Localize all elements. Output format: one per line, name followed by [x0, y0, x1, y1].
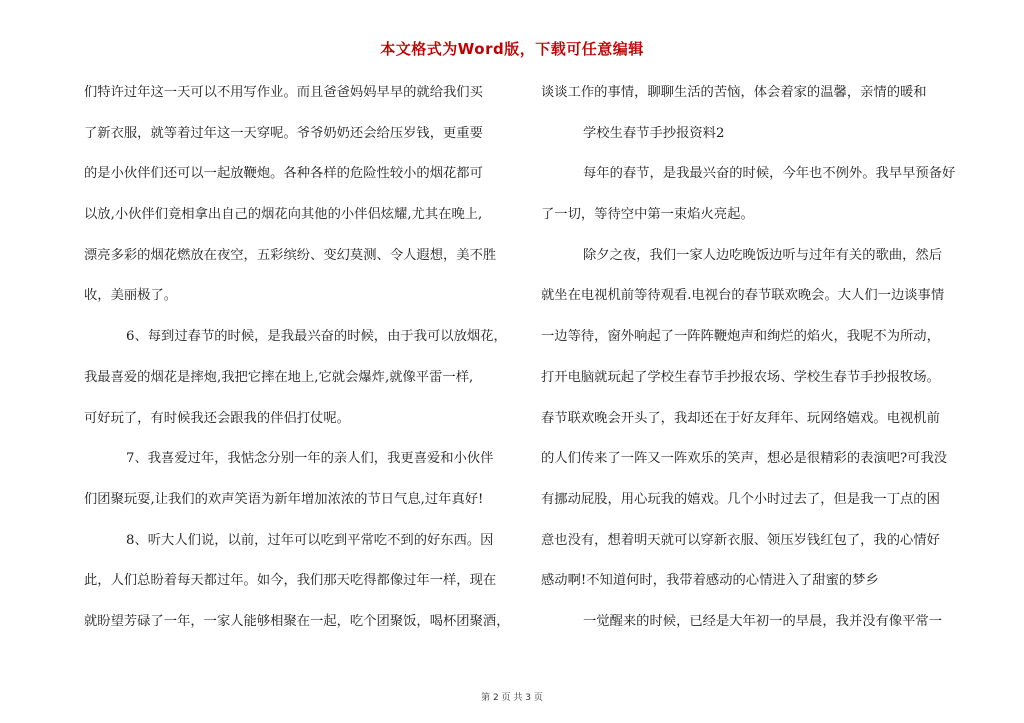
text-line: 以放,小伙伴们竟相拿出自己的烟花向其他的小伴侣炫耀,尤其在晚上,	[84, 207, 483, 223]
text-line: 们团聚玩耍,让我们的欢声笑语为新年增加浓浓的节日气息,过年真好!	[84, 491, 484, 507]
text-line: 春节联欢晚会开头了，我却还在于好友拜年、玩网络嬉戏。电视机前	[541, 410, 940, 426]
text-line: 8、听大人们说，以前，过年可以吃到平常吃不到的好东西。因	[126, 532, 494, 548]
text-line: 谈谈工作的事情，聊聊生活的苦恼，体会着家的温馨，亲情的暖和	[541, 85, 927, 100]
left-text-column	[84, 78, 516, 648]
text-line: 们特许过年这一天可以不用写作业。而且爸爸妈妈早早的就给我们买	[84, 85, 483, 100]
text-line: 此，人们总盼着每天都过年。如今，我们那天吃得都像过年一样，现在	[84, 573, 497, 589]
text-line: 就坐在电视机前等待观看.电视台的春节联欢晚会。大人们一边谈事情	[541, 288, 945, 304]
page-number-footer: 第 2 页 共 3 页	[481, 693, 543, 703]
document-header-title: 本文格式为Word版，下载可任意编辑	[380, 40, 644, 58]
text-line: 有挪动屁股，用心玩我的嬉戏。几个小时过去了，但是我一丁点的困	[541, 491, 940, 507]
text-line: 就盼望芳碌了一年，一家人能够相聚在一起，吃个团聚饭，喝杯团聚酒，	[84, 613, 510, 629]
text-line: 我最喜爱的烟花是摔炮,我把它摔在地上,它就会爆炸,就像平雷一样,	[84, 369, 474, 385]
text-line: 7、我喜爱过年，我惦念分别一年的亲人们，我更喜爱和小伙伴	[126, 451, 494, 467]
text-line: 打开电脑就玩起了学校生春节手抄报农场、学校生春节手抄报牧场。	[541, 369, 940, 385]
text-line: 收，美丽极了。	[84, 288, 178, 304]
text-line: 6、每到过春节的时候，是我最兴奋的时候，由于我可以放烟花，	[126, 329, 507, 345]
text-line: 了一切，等待空中第一束焰火亮起。	[541, 207, 754, 223]
section-heading: 学校生春节手抄报资料2	[583, 125, 725, 141]
text-line: 漂亮多彩的烟花燃放在夜空，五彩缤纷、变幻莫测、令人遐想，美不胜	[84, 247, 497, 263]
text-line: 的是小伙伴们还可以一起放鞭炮。各种各样的危险性较小的烟花都可	[84, 166, 483, 182]
text-line: 意也没有，想着明天就可以穿新衣服、领压岁钱红包了，我的心情好	[541, 532, 940, 548]
text-line: 的人们传来了一阵又一阵欢乐的笑声，想必是很精彩的表演吧?可我没	[541, 451, 948, 467]
text-line: 可好玩了，有时候我还会跟我的伴侣打仗呢。	[84, 410, 350, 426]
text-line: 每年的春节，是我最兴奋的时候，今年也不例外。我早早预备好	[583, 166, 956, 182]
text-line: 一边等待，窗外响起了一阵阵鞭炮声和绚烂的焰火，我呢不为所动，	[541, 329, 940, 345]
right-text-column	[541, 78, 961, 648]
text-line: 一觉醒来的时候，已经是大年初一的早晨，我并没有像平常一	[583, 613, 943, 629]
text-line: 除夕之夜，我们一家人边吃晚饭边听与过年有关的歌曲，然后	[583, 247, 943, 263]
text-line: 感动啊!不知道何时，我带着感动的心情进入了甜蜜的梦乡	[541, 573, 879, 589]
text-line: 了新衣服，就等着过年这一天穿呢。爷爷奶奶还会给压岁钱，更重要	[84, 125, 483, 141]
